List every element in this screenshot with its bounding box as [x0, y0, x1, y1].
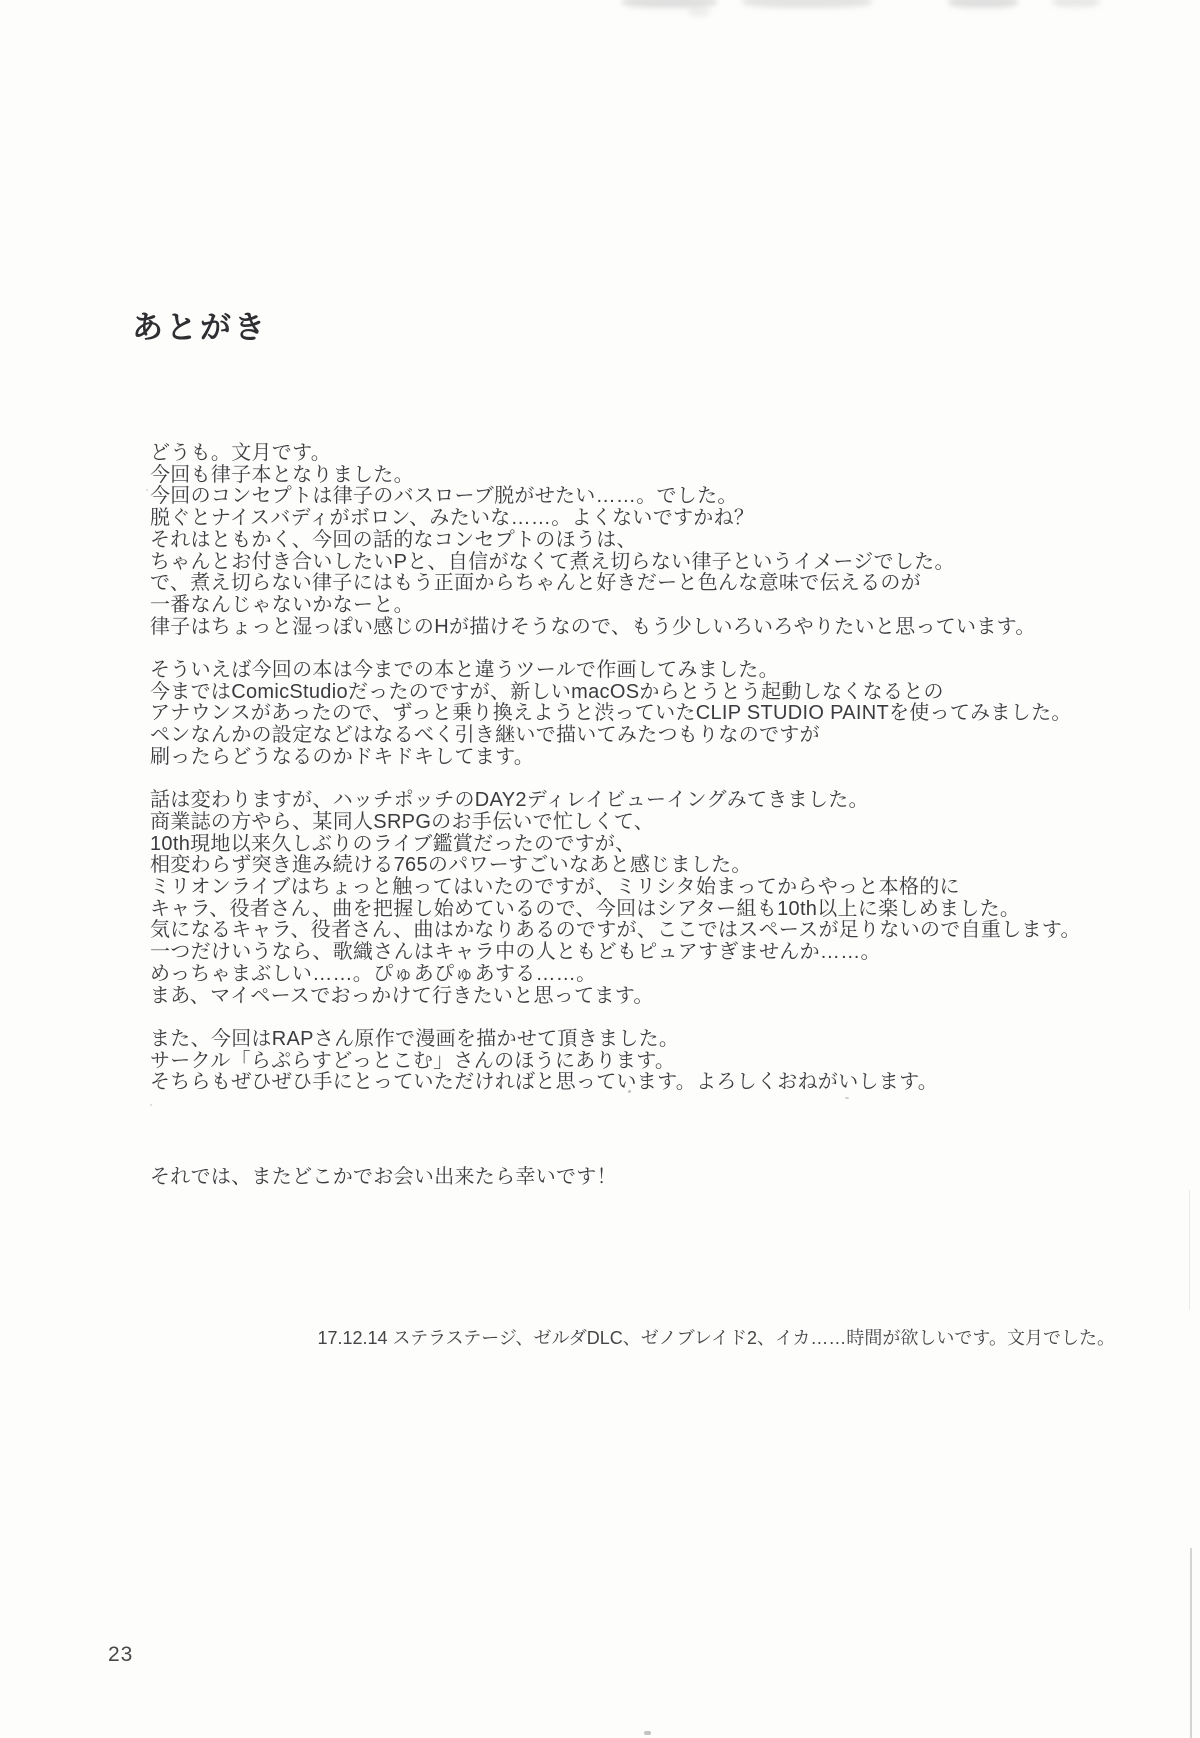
paragraph: [150, 1029, 1130, 1094]
text-line: めっちゃまぶしい……。ぴゅあぴゅあする……。: [150, 962, 597, 985]
text-line: 今回も律子本となりました。: [150, 463, 414, 486]
colophon-date-line: 17.12.14 ステラステージ、ゼルダDLC、ゼノブレイド2、イカ……時間が欲しいです。文月でした。: [317, 1328, 1115, 1348]
text-line: 商業誌の方やら、某同人SRPGのお手伝いで忙しくて、: [150, 810, 655, 833]
scan-artifact-top-smudge: [948, 0, 1018, 8]
scan-artifact-top-smudge: [1052, 0, 1100, 7]
paragraph: [150, 790, 1130, 1007]
text-line: 律子はちょっと湿っぽい感じのHが描けそうなので、もう少しいろいろやりたいと思っています。: [150, 615, 1036, 638]
text-line: ペンなんかの設定などはなるべく引き継いで描いてみたつもりなのですが: [150, 724, 820, 747]
text-line: 一番なんじゃないかなーと。: [150, 593, 414, 616]
text-line: 相変わらず突き進み続ける765のパワーすごいなあと感じました。: [150, 854, 752, 877]
text-line: 今まではComicStudioだったのですが、新しいmacOSからとうとう起動しなくなるとの: [150, 680, 944, 703]
text-line: 10th現地以来久しぶりのライブ鑑賞だったのですが、: [150, 832, 636, 855]
text-line: そういえば今回の本は今までの本と違うツールで作画してみました。: [150, 659, 779, 682]
page-number: 23: [108, 1643, 134, 1666]
text-line: ミリオンライブはちょっと触ってはいたのですが、ミリシタ始まってからやっと本格的に: [150, 876, 960, 899]
text-line: 脱ぐとナイスバディがボロン、みたいな……。よくないですかね？: [150, 507, 755, 530]
scan-artifact-top-smudge: [622, 0, 717, 8]
scan-artifact-edge-line: [1189, 1190, 1190, 1310]
text-line: 刷ったらどうなるのかドキドキしてます。: [150, 745, 535, 768]
text-line: それはともかく、今回の話的なコンセプトのほうは、: [150, 528, 637, 551]
text-line: 一つだけいうなら、歌織さんはキャラ中の人ともどもピュアすぎませんか……。: [150, 941, 881, 964]
text-line: どうも。文月です。: [150, 442, 332, 464]
paragraph: [150, 660, 1130, 769]
text-line: ちゃんとお付き合いしたいPと、自信がなくて煮え切らない律子というイメージでした。: [150, 550, 955, 573]
text-line: サークル「らぷらすどっとこむ」さんのほうにあります。: [150, 1049, 676, 1072]
text-line: で、煮え切らない律子にはもう正面からちゃんと好きだーと色んな意味で伝えるのが: [150, 572, 921, 595]
text-line: 今回のコンセプトは律子のバスローブ脱がせたい……。でした。: [150, 485, 738, 508]
paragraph: [150, 443, 1130, 638]
text-line: アナウンスがあったので、ずっと乗り換えようと渋っていたCLIP STUDIO PAINTを使ってみました。: [150, 702, 1072, 725]
text-line: キャラ、役者さん、曲を把握し始めているので、今回はシアター組も10th以上に楽しめました。: [150, 897, 1021, 920]
text-line: 気になるキャラ、役者さん、曲はかなりあるのですが、ここではスペースが足りないので自重します。: [150, 919, 1081, 942]
scan-artifact-top-smudge: [688, 8, 710, 16]
scan-artifact-speck: [146, 489, 148, 491]
scan-artifact-top-smudge: [742, 0, 872, 8]
text-line: 話は変わりますが、ハッチポッチのDAY2ディレイビューイングみてきました。: [150, 789, 869, 812]
text-line: まあ、マイペースでおっかけて行きたいと思ってます。: [150, 984, 654, 1007]
scan-artifact-edge-line: [1190, 1548, 1192, 1738]
page-title: あとがき: [132, 310, 268, 345]
closing-line: それでは、またどこかでお会い出来たら幸いです！: [150, 1166, 617, 1188]
text-line: そちらもぜひぜひ手にとっていただければと思っています。よろしくおねがいします。: [150, 1071, 939, 1094]
scan-artifact-speck: [644, 1731, 651, 1735]
afterword-body: [150, 443, 1130, 1116]
text-line: また、今回はRAPさん原作で漫画を描かせて頂きました。: [150, 1027, 680, 1050]
